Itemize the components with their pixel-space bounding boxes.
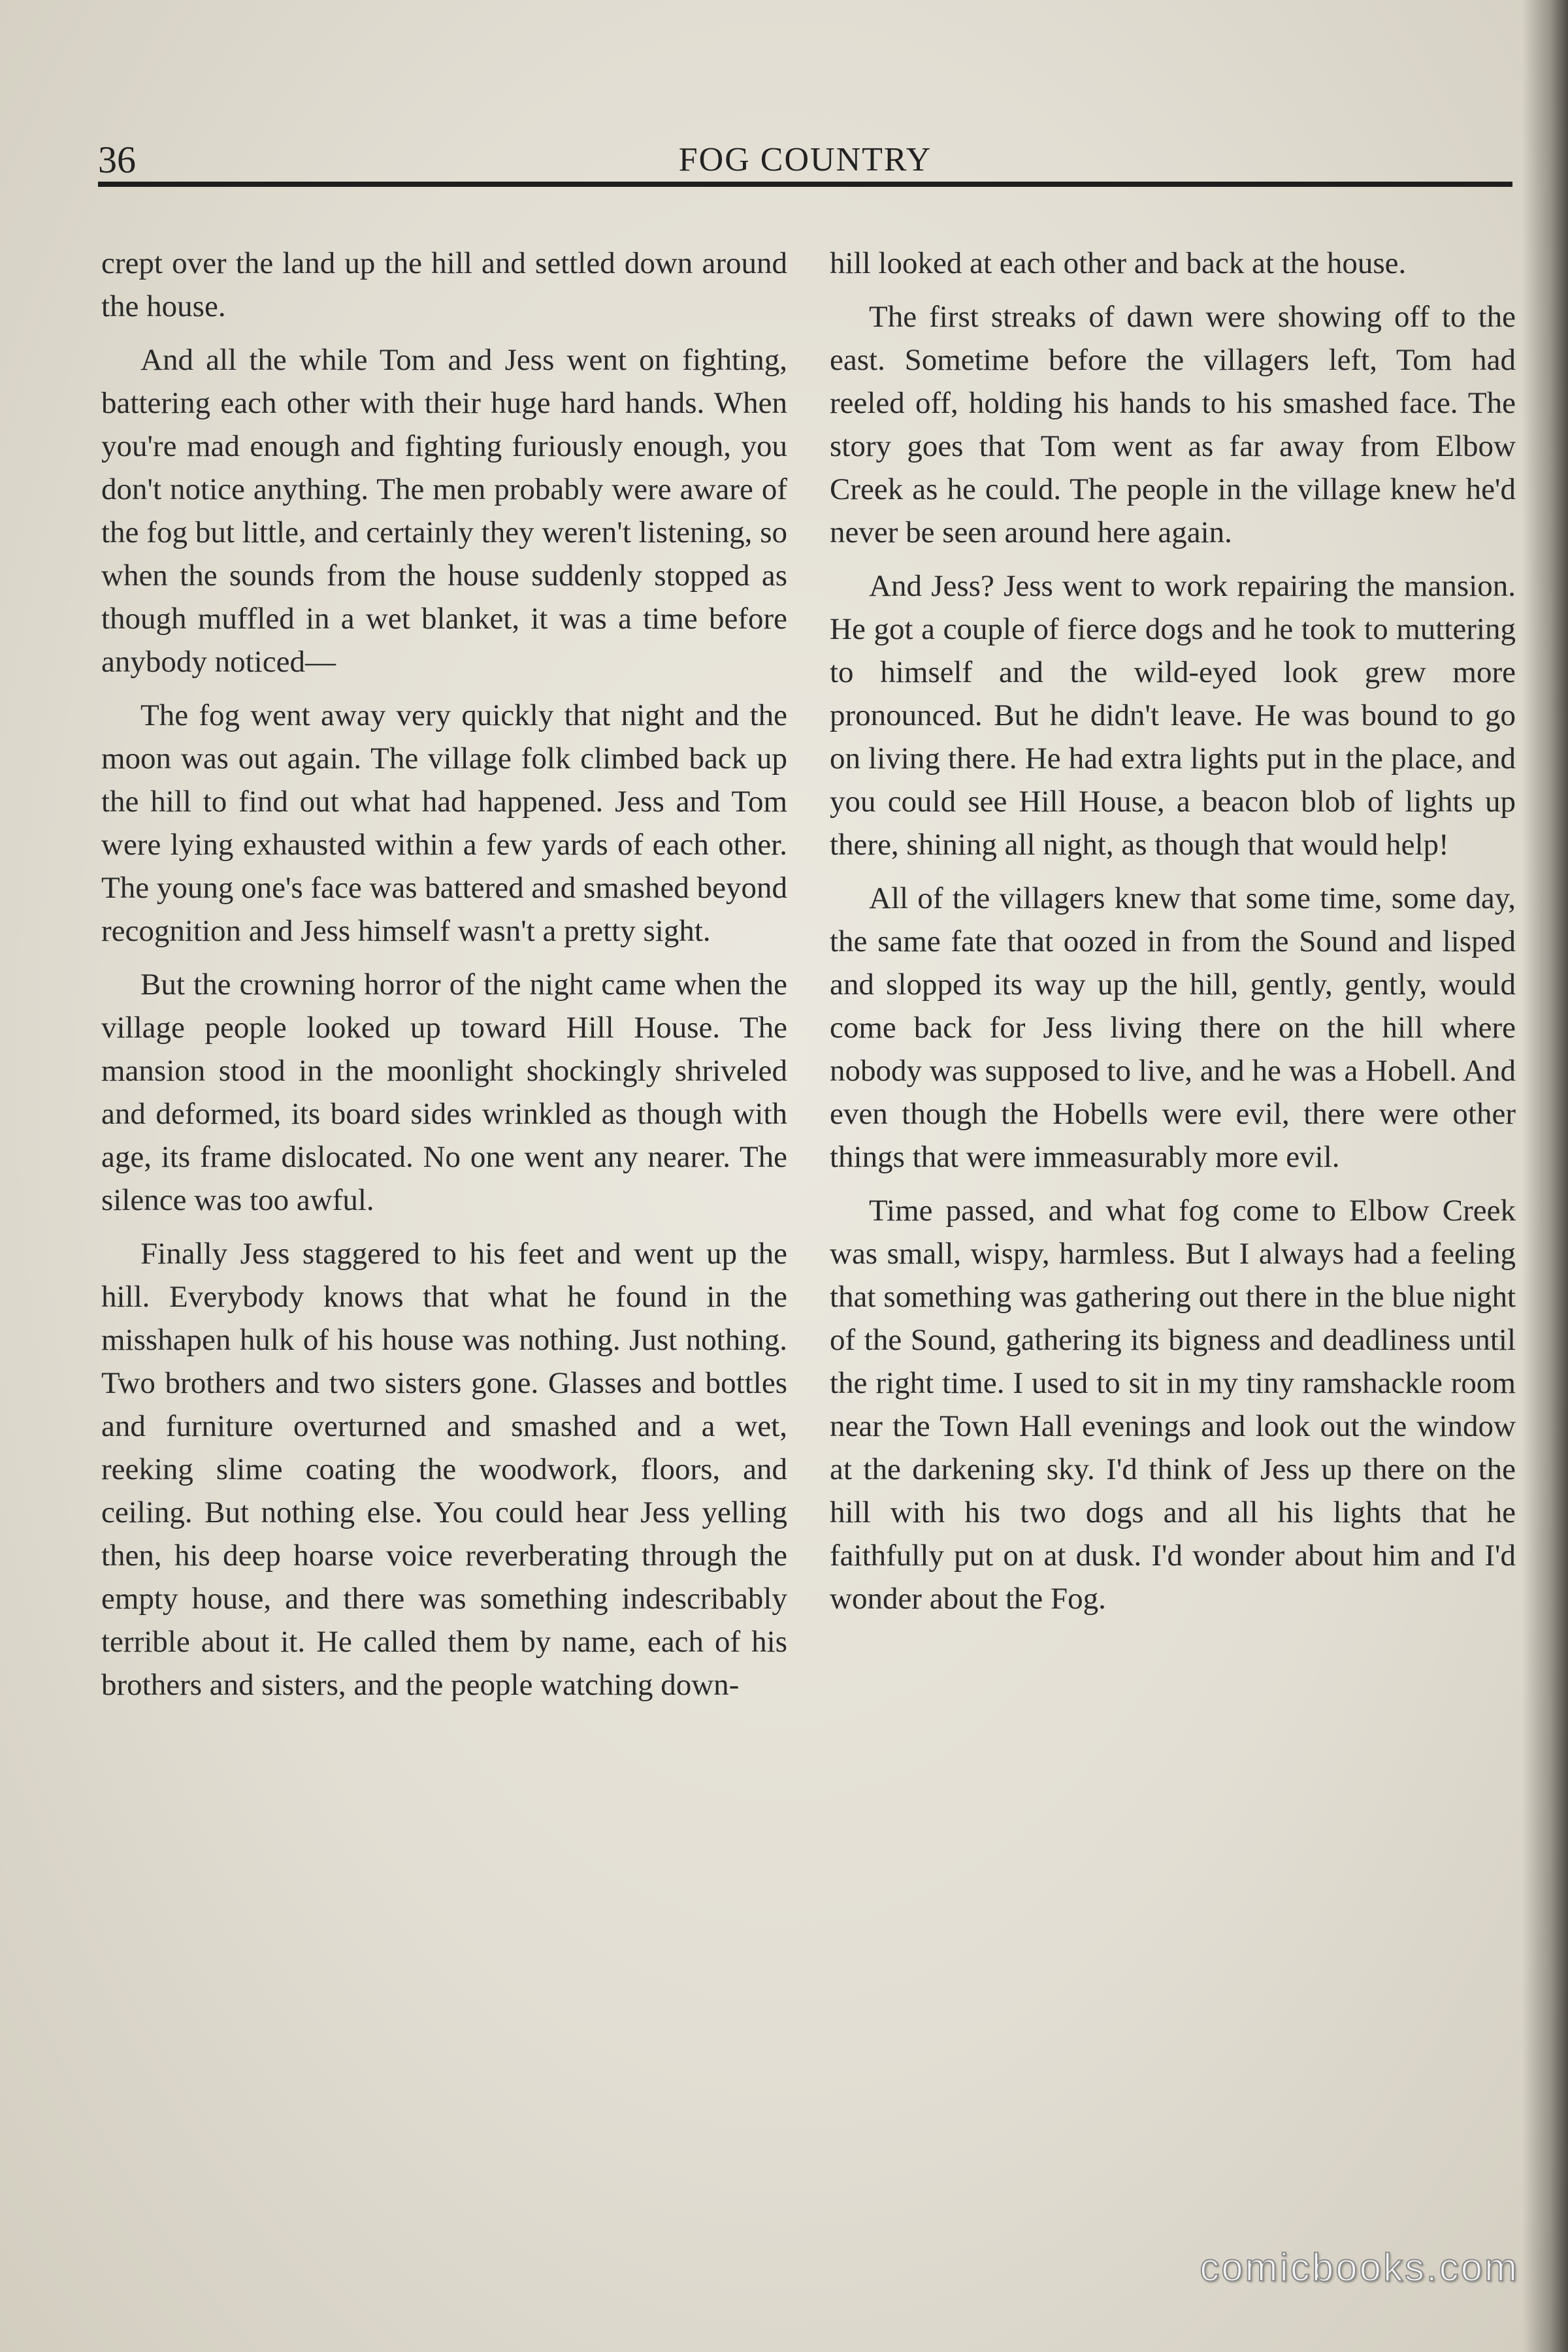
site-watermark: comicbooks.com bbox=[1200, 2246, 1519, 2289]
paragraph: Time passed, and what fog come to Elbow Creek was small, wispy, harmless. But I always had a feeling that something was gathering out there in the blue night of the Sound, gathering its bigness and deadliness until the right time. I used to sit in my tiny ramshackle room near the Town Hall evenings and look out the window at the darkening sky. I'd think of Jess up there on the hill with his two dogs and all his lights that he faithfully put on at dusk. I'd wonder about him and I'd wonder about the Fog. bbox=[830, 1194, 1516, 1616]
header-rule bbox=[98, 182, 1512, 187]
paragraph: hill looked at each other and back at the house. bbox=[830, 246, 1407, 280]
spine-shadow bbox=[1522, 0, 1568, 2352]
page-number: 36 bbox=[98, 139, 136, 181]
right-column bbox=[830, 242, 1516, 1631]
paragraph: The first streaks of dawn were showing off to the east. Sometime before the villagers left, Tom had reeled off, holding his hands to his smashed face. The story goes that Tom went as far away from Elbow Creek as he could. The people in the village knew he'd never be seen around here again. bbox=[830, 300, 1516, 549]
paragraph: And all the while Tom and Jess went on fighting, battering each other with their huge hard hands. When you're mad enough and fighting furiously enough, you don't notice anything. The men probably were aware of the fog but little, and certainly they weren't listening, so when the sounds from the house suddenly stopped as though muffled in a wet blanket, it was a time before anybody noticed— bbox=[101, 343, 787, 679]
left-column bbox=[101, 242, 787, 1717]
running-title: FOG COUNTRY bbox=[678, 141, 932, 178]
paragraph: Finally Jess staggered to his feet and went up the hill. Everybody knows that what he found in the misshapen hulk of his house was nothing. Just nothing. Two brothers and two sisters gone. Glasses and bottles and furniture overturned and smashed and a wet, reeking slime coating the woodwork, floors, and ceiling. But nothing else. You could hear Jess yelling then, his deep hoarse voice reverberating through the empty house, and there was something indescribably terrible about it. He called them by name, each of his brothers and sisters, and the people watching down- bbox=[101, 1237, 787, 1702]
paragraph: The fog went away very quickly that night and the moon was out again. The village folk climbed back up the hill to find out what had happened. Jess and Tom were lying exhausted within a few yards of each other. The young one's face was battered and smashed beyond recognition and Jess himself wasn't a pretty sight. bbox=[101, 698, 787, 948]
paragraph: And Jess? Jess went to work repairing the mansion. He got a couple of fierce dogs and he took to muttering to himself and the wild-eyed look grew more pronounced. But he didn't leave. He was bound to go on living there. He had extra lights put in the place, and you could see Hill House, a beacon blob of lights up there, shining all night, as though that would help! bbox=[830, 569, 1516, 862]
paragraph: crept over the land up the hill and settled down around the house. bbox=[101, 246, 787, 323]
paragraph: All of the villagers knew that some time, some day, the same fate that oozed in from the Sound and lisped and slopped its way up the hill, gently, gently, would come back for Jess living there on the hill where nobody was supposed to live, and he was a Hobell. And even though the Hobells were evil, there were other things that were immeasurably more evil. bbox=[830, 881, 1516, 1174]
paragraph: But the crowning horror of the night came when the village people looked up toward Hill House. The mansion stood in the moonlight shockingly shriveled and deformed, its board sides wrinkled as though with age, its frame dislocated. No one went any nearer. The silence was too awful. bbox=[101, 968, 787, 1217]
page-header bbox=[98, 134, 1512, 186]
